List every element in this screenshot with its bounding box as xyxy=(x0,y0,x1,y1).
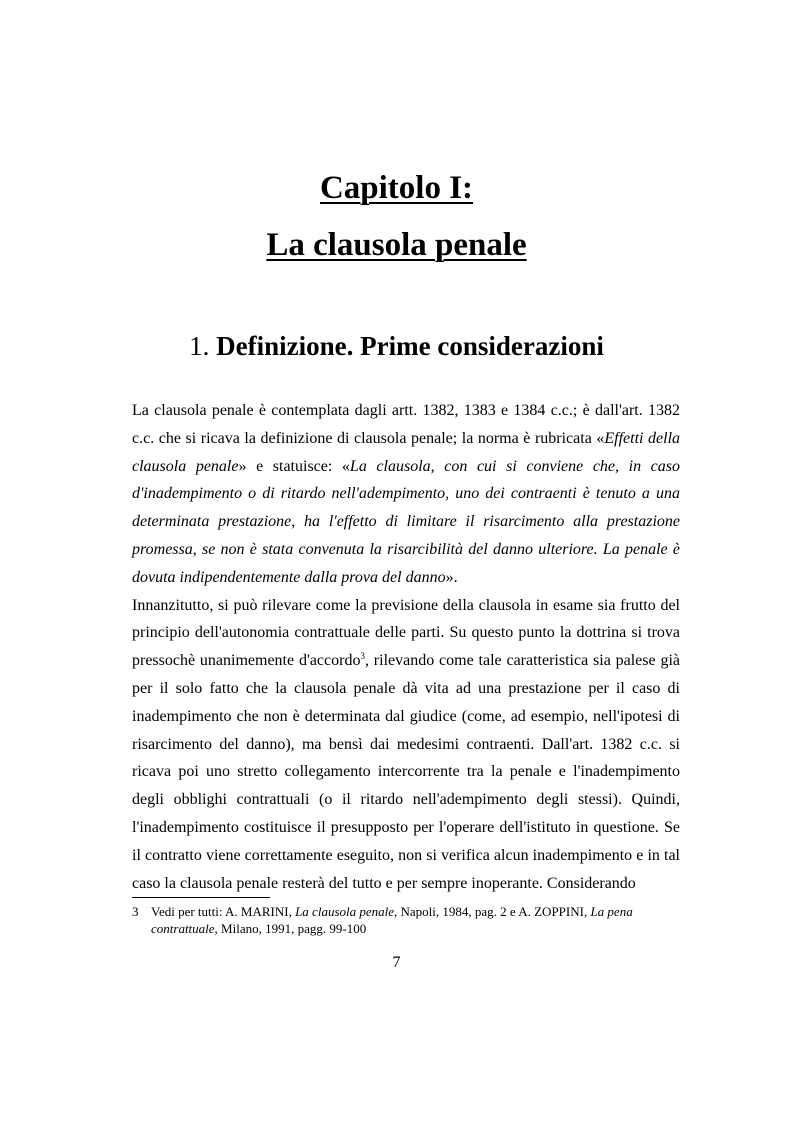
footnote-number: 3 xyxy=(132,904,139,919)
footnote-text-c: , Milano, 1991, pagg. 99-100 xyxy=(214,921,367,936)
section-heading xyxy=(0,333,793,360)
paragraph-2-text-a: Innanzitutto, si può rilevare come la previsione della clausola in esame sia frutto del principio dell'autonomia contrattuale delle parti. Su questo punto la dottrina si trova pressochè unanimemente d'accordo xyxy=(132,596,680,670)
paragraph-1-text-a: La clausola penale è contemplata dagli artt. 1382, 1383 e 1384 c.c.; è dall'art. 1382 c.c. che si ricava la definizione di clausola penale; la norma è rubricata « xyxy=(132,402,680,447)
chapter-label: Capitolo I: xyxy=(319,170,474,206)
footnote-text-b: , Napoli, 1984, pag. 2 e A. ZOPPINI, xyxy=(394,904,591,919)
body-text xyxy=(132,397,680,897)
paragraph-1-rubric: Effetti della clausola penale xyxy=(132,429,681,475)
paragraph-2-text-b: , rilevando come tale caratteristica sia palese già per il solo fatto che la clausola penale dà vita ad una prestazione per il caso di inadempimento che non è determinata dal giudice (come, ad esempio, nell'ipotesi di risarcimento del danno), ma bensì dai medesimi contraenti. Dall'art. 1382 c.c. si ricava poi uno stretto collegamento intercorrente tra la penale e l'inadempimento degli obblighi contrattuali (o il ritardo nell'adempimento degli stessi). Quindi, l'inadempimento costituisce il presupposto per l'operare dell'istituto in questione. Se il contratto viene correttamente eseguito, non si verifica alcun inadempimento e in tal caso la clausola penale resterà del tutto e per sempre inoperante. Considerando xyxy=(132,652,680,892)
paragraph-1 xyxy=(132,397,680,592)
footnote-separator xyxy=(132,897,270,898)
page-number: 7 xyxy=(392,954,401,971)
paragraph-2 xyxy=(132,592,680,898)
paragraph-1-quotation: La clausola, con cui si conviene che, in caso d'inadempimento o di ritardo nell'adempimento, uno dei contraenti è tenuto a una determinata prestazione, ha l'effetto di limitare il risarcimento alla prestazione promessa, se non è stata convenuta la risarcibilità del danno ulteriore. La penale è dovuta indipendentemente dalla prova del danno xyxy=(132,457,680,586)
footnote-work-2: La pena contrattuale xyxy=(151,904,633,936)
footnote-reference: 3 xyxy=(360,651,365,662)
paragraph-1-text-c: ». xyxy=(445,568,458,586)
section-title: Definizione. Prime considerazioni xyxy=(216,331,604,361)
paragraph-1-text-b: » e statuisce: « xyxy=(238,457,350,475)
footnote-text xyxy=(151,903,680,937)
chapter-subtitle: La clausola penale xyxy=(266,227,527,263)
footnote xyxy=(132,903,680,937)
footnote-work-1: La clausola penale xyxy=(295,904,395,919)
section-number: 1. xyxy=(189,331,210,361)
footnote-text-a: Vedi per tutti: A. MARINI, xyxy=(151,904,296,919)
